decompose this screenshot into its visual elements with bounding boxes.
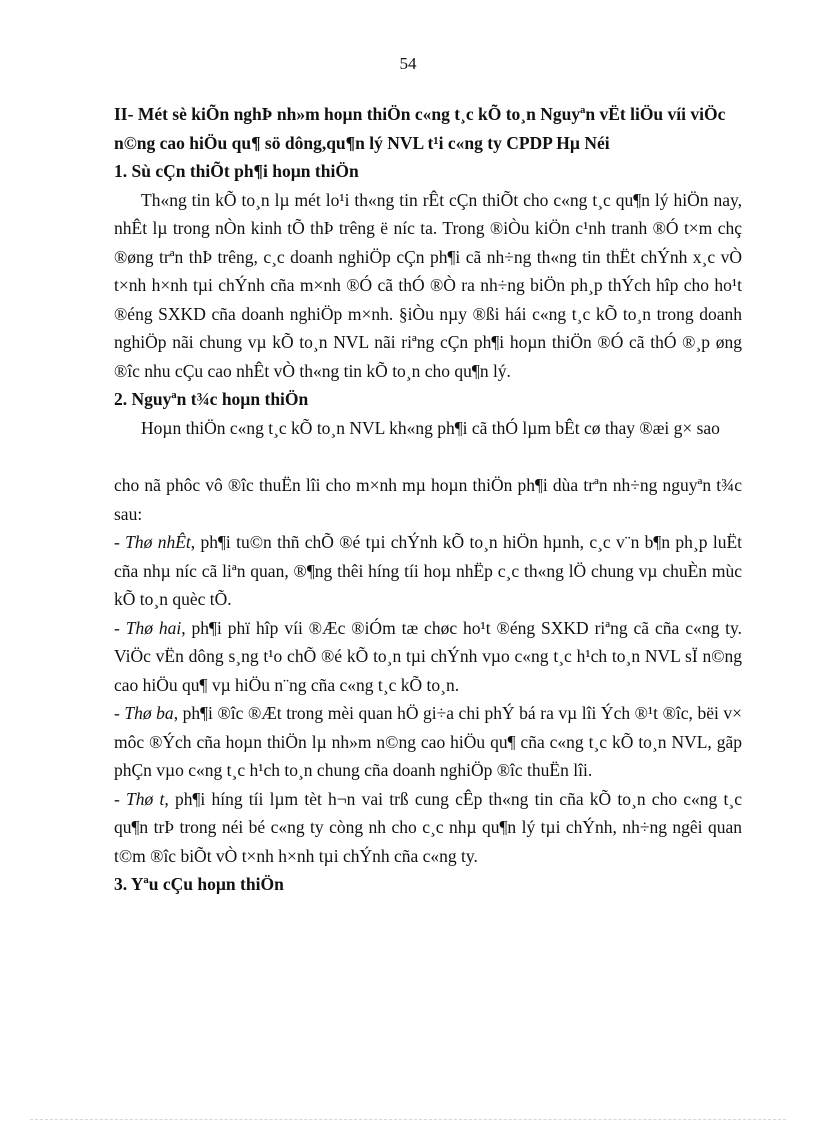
list-item: - Thø nhÊt, ph¶i tu©n thñ chÕ ®é tµi chÝnh kÕ to¸n hiÖn hµnh, c¸c v¨n b¶n ph¸p luËt cña nhµ níc cã liªn quan, ®¶ng thêi híng tíi hoµ nhËp c¸c th«ng lÖ chung vµ chuÈn mùc kÕ to¸n quèc tÕ. — [114, 532, 743, 609]
page-bottom-divider — [30, 1119, 786, 1120]
paragraph-necessity: Th«ng tin kÕ to¸n lµ mét lo¹i th«ng tin rÊt cÇn thiÕt cho c«ng t¸c qu¶n lý hiÖn nay, nhÊt lµ trong nÒn kinh tÕ thÞ trêng ë níc ta. Trong ®iÒu kiÖn c¹nh tranh ®Ó t×m chç ®øng trªn thÞ trêng, c¸c doanh nghiÖp cÇn ph¶i cã nh÷ng th«ng tin thËt chÝnh x¸c vÒ t×nh h×nh tµi chÝnh cña m×nh ®Ó cã thÓ ®Ò ra nh÷ng biÖn ph¸p thÝch hîp cho ho¹t ®éng SXKD cña doanh nghiÖp m×nh. §iÒu nµy ®ßi hái c«ng t¸c kÕ to¸n trong doanh nghiÖp nãi chung vµ kÕ to¸n NVL nãi riªng cÇn ph¶i hoµn thiÖn ®Ó cã thÓ ®¸p øng ®îc nhu cÇu cao nhÊt vÒ th«ng tin kÕ to¸n cho qu¶n lý. — [114, 189, 742, 381]
item-text: , ph¶i phï hîp víi ®Æc ®iÓm tæ chøc ho¹t ®éng SXKD riªng cã cña c«ng ty. ViÖc vËn dông s¸ng t¹o chÕ ®é kÕ to¸n tµi chÝnh vµo c«ng t¸c h¹ch to¸n NVL sÏ n©ng cao hiÖu qu¶ vµ hiÖu n¨ng cña c«ng t¸c kÕ to¸n. — [114, 617, 742, 695]
section-title: II- Mét sè kiÕn nghÞ nh»m hoµn thiÖn c«ng t¸c kÕ to¸n Nguyªn vËt liÖu víi viÖc n©ng cao hiÖu qu¶ sö dông,qu¶n lý NVL t¹i c«ng ty CPDP Hµ Néi — [114, 104, 726, 153]
list-item: - Thø hai, ph¶i phï hîp víi ®Æc ®iÓm tæ chøc ho¹t ®éng SXKD riªng cã cña c«ng ty. ViÖc vËn dông s¸ng t¹o chÕ ®é kÕ to¸n tµi chÝnh vµo c«ng t¸c h¹ch to¸n NVL sÏ n©ng cao hiÖu qu¶ vµ hiÖu n¨ng cña c«ng t¸c kÕ to¸n. — [114, 617, 742, 695]
item-lead: Thø ba — [124, 703, 174, 723]
item-text: , ph¶i tu©n thñ chÕ ®é tµi chÝnh kÕ to¸n hiÖn hµnh, c¸c v¨n b¶n ph¸p luËt cña nhµ níc cã liªn quan, ®¶ng thêi híng tíi hoµ nhËp c¸c th«ng lÖ chung vµ chuÈn mùc kÕ to¸n quèc tÕ. — [114, 532, 743, 609]
paragraph-spacer — [114, 442, 742, 471]
item-text: , ph¶i ®îc ®Æt trong mèi quan hÖ gi÷a chi phÝ bá ra vµ lîi Ých ®¹t ®îc, bëi v× môc ®Ých cña hoµn thiÖn lµ nh»m n©ng cao hiÖu qu¶ cña c«ng t¸c kÕ to¸n NVL, gãp phÇn vµo c«ng t¸c h¹ch to¸n chung cña doanh nghiÖp ®îc thuËn lîi. — [114, 703, 743, 780]
list-item: - Thø ba, ph¶i ®îc ®Æt trong mèi quan hÖ gi÷a chi phÝ bá ra vµ lîi Ých ®¹t ®îc, bëi v× môc ®Ých cña hoµn thiÖn lµ nh»m n©ng cao hiÖu qu¶ cña c«ng t¸c kÕ to¸n NVL, gãp phÇn vµo c«ng t¸c h¹ch to¸n chung cña doanh nghiÖp ®îc thuËn lîi. — [114, 703, 743, 780]
item-text: ph¶i híng tíi lµm tèt h¬n vai trß cung cÊp th«ng tin cña kÕ to¸n cho c«ng t¸c qu¶n trÞ trong néi bé c«ng ty còng nh cho c¸c nhµ qu¶n lý tµi chÝnh, nh÷ng ngêi quan t©m ®îc biÕt vÒ t×nh h×nh tµi chÝnh cña c«ng ty. — [114, 788, 742, 866]
page-content — [114, 100, 742, 899]
page-number: 54 — [399, 54, 417, 73]
paragraph-principles-cont: cho nã phôc vô ®îc thuËn lîi cho m×nh mµ hoµn thiÖn ph¶i dùa trªn nh÷ng nguyªn t¾c sau: — [114, 475, 742, 524]
item-lead: Thø t, — [126, 788, 169, 809]
heading-principles: 2. Nguyªn t¾c hoµn thiÖn — [114, 389, 309, 409]
item-lead: Thø nhÊt — [125, 532, 191, 552]
heading-necessity: 1. Sù cÇn thiÕt ph¶i hoµn thiÖn — [114, 161, 359, 181]
item-lead: Thø hai — [125, 617, 182, 638]
paragraph-principles-intro: Hoµn thiÖn c«ng t¸c kÕ to¸n NVL kh«ng ph¶i cã thÓ lµm bÊt cø thay ®æi g× sao — [141, 417, 720, 438]
heading-requirements: 3. Yªu cÇu hoµn thiÖn — [114, 874, 284, 894]
list-item: - Thø t, ph¶i híng tíi lµm tèt h¬n vai trß cung cÊp th«ng tin cña kÕ to¸n cho c«ng t¸c qu¶n trÞ trong néi bé c«ng ty còng nh cho c¸c nhµ qu¶n lý tµi chÝnh, nh÷ng ngêi quan t©m ®îc biÕt vÒ t×nh h×nh tµi chÝnh cña c«ng ty. — [114, 788, 742, 866]
